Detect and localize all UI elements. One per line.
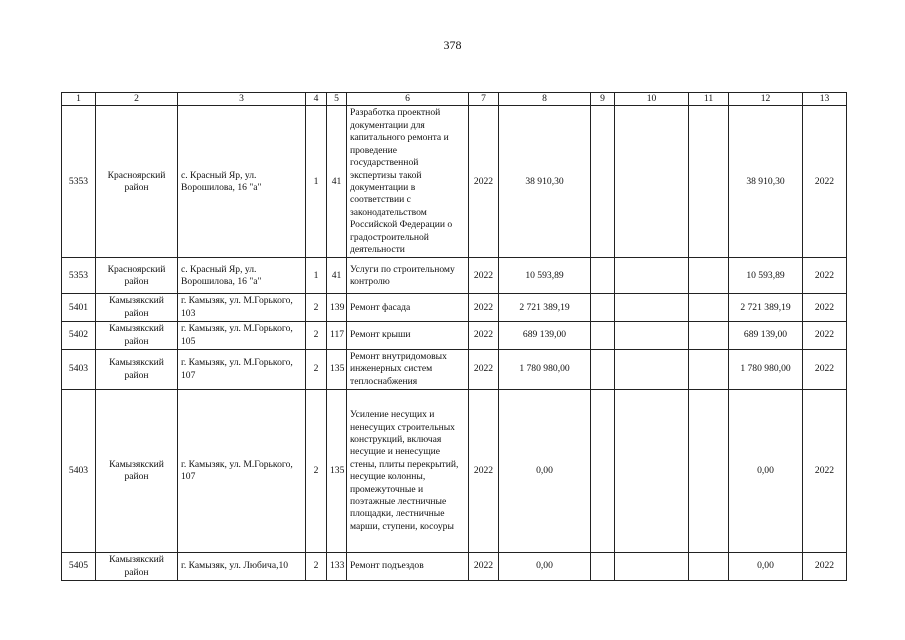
table-row [62,390,847,553]
row-id: 5403 [62,390,96,553]
col10-cell [615,106,689,258]
amount-cell: 38 910,30 [499,106,591,258]
col11-cell [689,294,729,322]
column-header: 2 [96,93,178,106]
address-cell: г. Камызяк, ул. М.Горького, 105 [178,322,306,350]
column-header: 10 [615,93,689,106]
col10-cell [615,350,689,390]
work-type-cell: Ремонт внутридомовых инженерных систем теплоснабжения [347,350,469,390]
year13-cell: 2022 [803,553,847,581]
col5-cell: 41 [327,258,347,294]
table-row [62,322,847,350]
row-id: 5403 [62,350,96,390]
column-header: 3 [178,93,306,106]
year13-cell: 2022 [803,322,847,350]
col4-cell: 2 [306,350,327,390]
year-cell: 2022 [469,294,499,322]
year13-cell: 2022 [803,258,847,294]
amount12-cell: 0,00 [729,553,803,581]
data-table [61,92,847,581]
col11-cell [689,106,729,258]
amount12-cell: 10 593,89 [729,258,803,294]
row-id: 5402 [62,322,96,350]
col10-cell [615,258,689,294]
column-header: 8 [499,93,591,106]
row-id: 5353 [62,258,96,294]
col4-cell: 2 [306,553,327,581]
amount12-cell: 1 780 980,00 [729,350,803,390]
col5-cell: 117 [327,322,347,350]
district-cell: Камызякский район [96,553,178,581]
header-row [62,93,847,106]
year-cell: 2022 [469,258,499,294]
col11-cell [689,350,729,390]
col5-cell: 133 [327,553,347,581]
row-id: 5401 [62,294,96,322]
col10-cell [615,294,689,322]
year13-cell: 2022 [803,350,847,390]
column-header: 12 [729,93,803,106]
year13-cell: 2022 [803,106,847,258]
col5-cell: 139 [327,294,347,322]
col10-cell [615,553,689,581]
amount-cell: 689 139,00 [499,322,591,350]
amount12-cell: 689 139,00 [729,322,803,350]
year-cell: 2022 [469,390,499,553]
col9-cell [591,553,615,581]
year-cell: 2022 [469,106,499,258]
col9-cell [591,350,615,390]
column-header: 6 [347,93,469,106]
column-header: 11 [689,93,729,106]
col10-cell [615,390,689,553]
table-row [62,294,847,322]
amount12-cell: 2 721 389,19 [729,294,803,322]
col4-cell: 2 [306,390,327,553]
year13-cell: 2022 [803,294,847,322]
col11-cell [689,322,729,350]
district-cell: Красноярский район [96,106,178,258]
table-row [62,258,847,294]
amount-cell: 0,00 [499,553,591,581]
address-cell: г. Камызяк, ул. М.Горького, 107 [178,350,306,390]
district-cell: Камызякский район [96,350,178,390]
column-header: 9 [591,93,615,106]
amount12-cell: 38 910,30 [729,106,803,258]
col9-cell [591,390,615,553]
district-cell: Красноярский район [96,258,178,294]
column-header: 13 [803,93,847,106]
year-cell: 2022 [469,322,499,350]
row-id: 5353 [62,106,96,258]
district-cell: Камызякский район [96,390,178,553]
work-type-cell: Усиление несущих и ненесущих строительных конструкций, включая несущие и ненесущие стены, плиты перекрытий, несущие колонны, промежуточные и поэтажные лестничные площадки, лестничные марши, ступени, косоуры [347,390,469,553]
col9-cell [591,294,615,322]
amount-cell: 2 721 389,19 [499,294,591,322]
col4-cell: 2 [306,294,327,322]
amount-cell: 10 593,89 [499,258,591,294]
work-type-cell: Ремонт подъездов [347,553,469,581]
address-cell: г. Камызяк, ул. М.Горького, 103 [178,294,306,322]
row-id: 5405 [62,553,96,581]
col9-cell [591,322,615,350]
col11-cell [689,258,729,294]
work-type-cell: Услуги по строительному контролю [347,258,469,294]
col10-cell [615,322,689,350]
col4-cell: 1 [306,258,327,294]
column-header: 1 [62,93,96,106]
work-type-cell: Ремонт крыши [347,322,469,350]
table-row [62,553,847,581]
work-type-cell: Ремонт фасада [347,294,469,322]
amount12-cell: 0,00 [729,390,803,553]
year-cell: 2022 [469,350,499,390]
page-number: 378 [443,38,462,52]
col11-cell [689,553,729,581]
column-header: 4 [306,93,327,106]
address-cell: с. Красный Яр, ул. Ворошилова, 16 "а" [178,258,306,294]
amount-cell: 1 780 980,00 [499,350,591,390]
district-cell: Камызякский район [96,294,178,322]
year13-cell: 2022 [803,390,847,553]
col5-cell: 41 [327,106,347,258]
col9-cell [591,106,615,258]
col4-cell: 1 [306,106,327,258]
col5-cell: 135 [327,390,347,553]
year-cell: 2022 [469,553,499,581]
address-cell: с. Красный Яр, ул. Ворошилова, 16 "а" [178,106,306,258]
district-cell: Камызякский район [96,322,178,350]
address-cell: г. Камызяк, ул. М.Горького, 107 [178,390,306,553]
column-header: 5 [327,93,347,106]
table-row [62,106,847,258]
amount-cell: 0,00 [499,390,591,553]
col9-cell [591,258,615,294]
col4-cell: 2 [306,322,327,350]
column-header: 7 [469,93,499,106]
col11-cell [689,390,729,553]
address-cell: г. Камызяк, ул. Любича,10 [178,553,306,581]
table-row [62,350,847,390]
col5-cell: 135 [327,350,347,390]
work-type-cell: Разработка проектной документации для капитального ремонта и проведение государственной экспертизы такой документации в соответствии с законодательством Российской Федерации о градостроительной деятельности [347,106,469,258]
